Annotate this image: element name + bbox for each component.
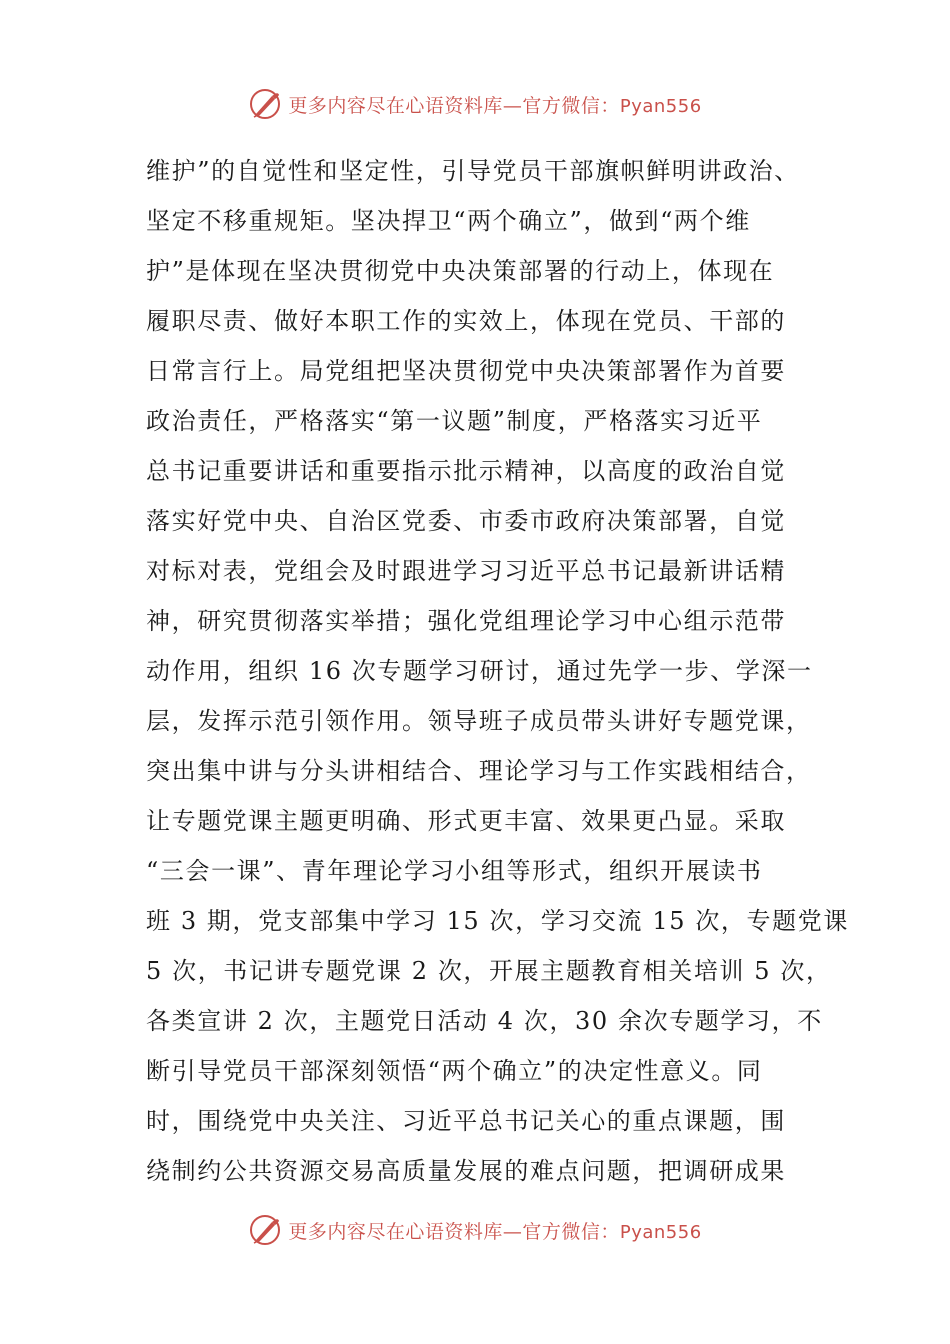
watermark-label: 更多内容尽在心语资料库—官方微信：	[288, 1220, 620, 1243]
body-line: “三会一课”、青年理论学习小组等形式，组织开展读书	[146, 857, 763, 885]
watermark-wechat-id: Pyan556	[619, 1221, 702, 1243]
quill-logo-icon	[248, 87, 282, 121]
body-line: 维护”的自觉性和坚定性，引导党员干部旗帜鲜明讲政治、	[146, 157, 800, 185]
header-watermark	[0, 82, 950, 126]
body-line: 断引导党员干部深刻领悟“两个确立”的决定性意义。同	[146, 1057, 763, 1085]
body-line: 突出集中讲与分头讲相结合、理论学习与工作实践相结合，	[146, 757, 812, 785]
body-line: 对标对表，党组会及时跟进学习习近平总书记最新讲话精	[146, 557, 786, 585]
body-line: 履职尽责、做好本职工作的实效上，体现在党员、干部的	[146, 307, 786, 335]
document-body	[146, 146, 849, 1196]
body-line: 坚定不移重规矩。坚决捍卫“两个确立”，做到“两个维	[146, 207, 751, 235]
body-line: 时，围绕党中央关注、习近平总书记关心的重点课题，围	[146, 1107, 786, 1135]
body-line: 绕制约公共资源交易高质量发展的难点问题，把调研成果	[146, 1157, 786, 1185]
body-line: 神，研究贯彻落实举措；强化党组理论学习中心组示范带	[146, 607, 786, 635]
footer-watermark	[0, 1208, 950, 1252]
body-line: 护”是体现在坚决贯彻党中央决策部署的行动上，体现在	[146, 257, 775, 285]
body-line: 日常言行上。局党组把坚决贯彻党中央决策部署作为首要	[146, 357, 786, 385]
body-line: 政治责任，严格落实“第一议题”制度，严格落实习近平	[146, 407, 763, 435]
quill-logo-icon	[248, 1213, 282, 1247]
watermark-wechat-id: Pyan556	[619, 95, 702, 117]
body-line: 5 次，书记讲专题党课 2 次，开展主题教育相关培训 5 次，	[146, 957, 832, 985]
watermark-text	[288, 91, 701, 118]
body-line: 各类宣讲 2 次，主题党日活动 4 次，30 余次专题学习，不	[146, 1007, 823, 1035]
body-line: 动作用，组织 16 次专题学习研讨，通过先学一步、学深一	[146, 657, 813, 685]
body-line: 让专题党课主题更明确、形式更丰富、效果更凸显。采取	[146, 807, 786, 835]
body-line: 总书记重要讲话和重要指示批示精神，以高度的政治自觉	[146, 457, 786, 485]
watermark-label: 更多内容尽在心语资料库—官方微信：	[288, 94, 620, 117]
body-line: 班 3 期，党支部集中学习 15 次，学习交流 15 次，专题党课	[146, 907, 849, 935]
watermark-text	[288, 1217, 701, 1244]
body-line: 层，发挥示范引领作用。领导班子成员带头讲好专题党课，	[146, 707, 812, 735]
body-line: 落实好党中央、自治区党委、市委市政府决策部署，自觉	[146, 507, 786, 535]
